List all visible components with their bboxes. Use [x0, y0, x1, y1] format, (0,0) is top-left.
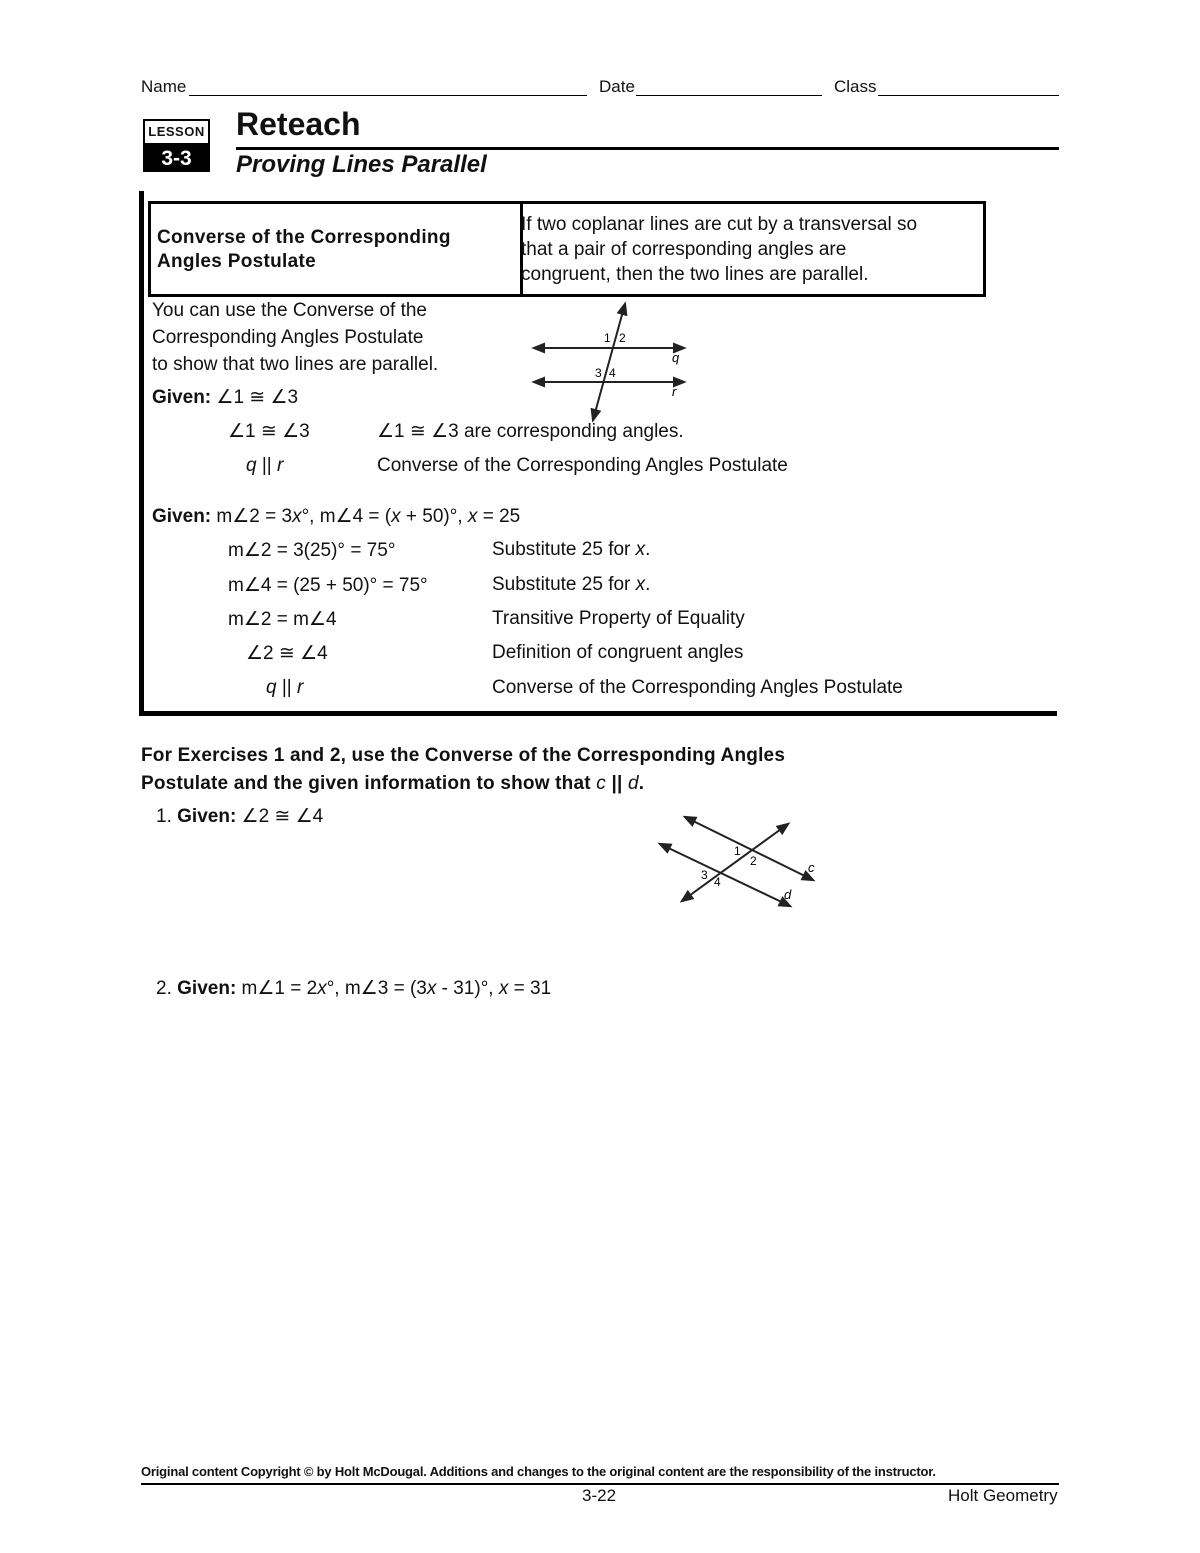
page-title: Reteach: [236, 106, 361, 142]
proof1-reason: ∠1 ≅ ∠3 are corresponding angles.: [377, 421, 684, 442]
var-x: x: [635, 574, 646, 595]
page-subtitle: Proving Lines Parallel: [236, 151, 487, 178]
lesson-label: LESSON: [143, 119, 210, 145]
intro-line: Corresponding Angles Postulate: [152, 327, 424, 348]
definition-line: congruent, then the two lines are parallel.: [521, 264, 869, 285]
line-r-label: r: [672, 384, 677, 399]
given-value: ∠2 ≅ ∠4: [241, 806, 324, 827]
term-line: Angles Postulate: [157, 251, 316, 272]
name-label: Name: [141, 77, 187, 96]
reason-text: .: [645, 539, 651, 560]
frame-bottom-border: [139, 711, 1057, 716]
transversal: [593, 304, 625, 420]
parallel-symbol: ||: [605, 773, 628, 794]
angle-3-label: 3: [595, 366, 602, 380]
expr-part: = 31: [508, 978, 552, 999]
book-title: Holt Geometry: [948, 1486, 1058, 1505]
line-q-label: q: [672, 350, 680, 365]
proof2-reason: [492, 574, 650, 596]
instructions-line: [141, 770, 785, 798]
class-field[interactable]: [878, 95, 1059, 96]
parallel-lines-diagram-qr: [528, 300, 693, 425]
expr-part: = 25: [477, 506, 521, 527]
exercise-number: 1.: [156, 806, 172, 827]
intro-line: You can use the Converse of the: [152, 300, 427, 321]
var-x: x: [317, 978, 327, 999]
parallel-symbol: ||: [276, 677, 298, 698]
lesson-number: 3-3: [143, 145, 210, 172]
intro-line: to show that two lines are parallel.: [152, 354, 439, 375]
parallel-lines-diagram-cd: [655, 810, 820, 910]
given-label: Given:: [152, 387, 212, 408]
parallel-symbol: ||: [256, 455, 278, 476]
expr-part: - 31)°,: [436, 978, 499, 999]
expr-part: °, m∠4 = (: [301, 506, 392, 527]
example-intro: [152, 297, 512, 378]
instructions-text: .: [638, 773, 645, 794]
instructions-line: For Exercises 1 and 2, use the Converse of the Corresponding Angles: [141, 745, 786, 766]
definition-line: that a pair of corresponding angles are: [521, 239, 847, 260]
line-c-label: c: [808, 860, 815, 875]
reason-text: Substitute 25 for: [492, 574, 636, 595]
proof1-statement: ∠1 ≅ ∠3: [228, 421, 310, 442]
proof2-reason: Definition of congruent angles: [492, 642, 744, 663]
reason-text: Substitute 25 for: [492, 539, 636, 560]
var-x: x: [391, 506, 401, 527]
given-value: ∠1 ≅ ∠3: [216, 387, 299, 408]
proof1-reason: Converse of the Corresponding Angles Postulate: [377, 455, 788, 476]
angle-4-label: 4: [714, 875, 721, 889]
date-label: Date: [599, 77, 635, 96]
definition-text: [521, 212, 983, 287]
proof2-reason: Converse of the Corresponding Angles Postulate: [492, 677, 903, 698]
expr-part: m∠2 = 3: [216, 506, 293, 527]
angle-1-label: 1: [734, 844, 741, 858]
line-d-label: d: [784, 887, 792, 902]
exercise-2: [156, 977, 551, 1000]
angle-4-label: 4: [609, 366, 616, 380]
exercise-number: 2.: [156, 978, 172, 999]
given-1: [152, 386, 298, 409]
angle-1-label: 1: [604, 331, 611, 345]
proof2-statement: ∠2 ≅ ∠4: [246, 643, 328, 664]
frame-left-border: [139, 191, 144, 716]
given-label: Given:: [152, 506, 212, 527]
given-label: Given:: [177, 978, 237, 999]
reason-text: .: [645, 574, 651, 595]
given-value: [242, 978, 552, 999]
class-label: Class: [834, 77, 877, 96]
definition-line: If two coplanar lines are cut by a transversal so: [521, 214, 918, 235]
exercise-1: [156, 805, 323, 828]
proof2-statement: m∠2 = 3(25)° = 75°: [228, 540, 396, 561]
page-number: 3-22: [582, 1486, 617, 1505]
var-x: x: [635, 539, 646, 560]
name-field[interactable]: [189, 95, 587, 96]
expr-part: °, m∠3 = (3: [326, 978, 427, 999]
footer-rule: [141, 1483, 1059, 1485]
date-field[interactable]: [636, 95, 822, 96]
definition-term: [157, 226, 507, 274]
var-x: x: [426, 978, 437, 999]
proof2-statement: m∠2 = m∠4: [228, 609, 337, 630]
term-line: Converse of the Corresponding: [157, 227, 451, 248]
given-2: [152, 505, 520, 528]
angle-3-label: 3: [701, 868, 708, 882]
title-rule: [236, 147, 1059, 150]
var-r: r: [297, 677, 304, 698]
expr-part: m∠1 = 2: [241, 978, 318, 999]
angle-2-label: 2: [750, 854, 757, 868]
given-label: Given:: [177, 806, 237, 827]
var-x: x: [498, 978, 509, 999]
angle-2-label: 2: [619, 331, 626, 345]
var-r: r: [277, 455, 284, 476]
var-c: c: [596, 773, 606, 794]
proof2-reason: [492, 539, 650, 561]
var-q: q: [246, 455, 257, 476]
proof2-statement: [266, 677, 303, 699]
var-d: d: [627, 773, 639, 794]
proof2-statement: m∠4 = (25 + 50)° = 75°: [228, 575, 428, 596]
proof2-reason: Transitive Property of Equality: [492, 608, 745, 629]
given-value: [216, 506, 520, 527]
var-x: x: [467, 506, 478, 527]
proof1-statement: [246, 455, 283, 477]
expr-part: + 50)°,: [400, 506, 468, 527]
instructions-text: Postulate and the given information to show that: [141, 773, 597, 794]
var-q: q: [266, 677, 277, 698]
line-d: [660, 844, 790, 906]
var-x: x: [292, 506, 302, 527]
exercise-instructions: [141, 742, 785, 798]
copyright-note: Original content Copyright © by Holt McDougal. Additions and changes to the original content are the responsibility of the instructor.: [141, 1464, 936, 1479]
